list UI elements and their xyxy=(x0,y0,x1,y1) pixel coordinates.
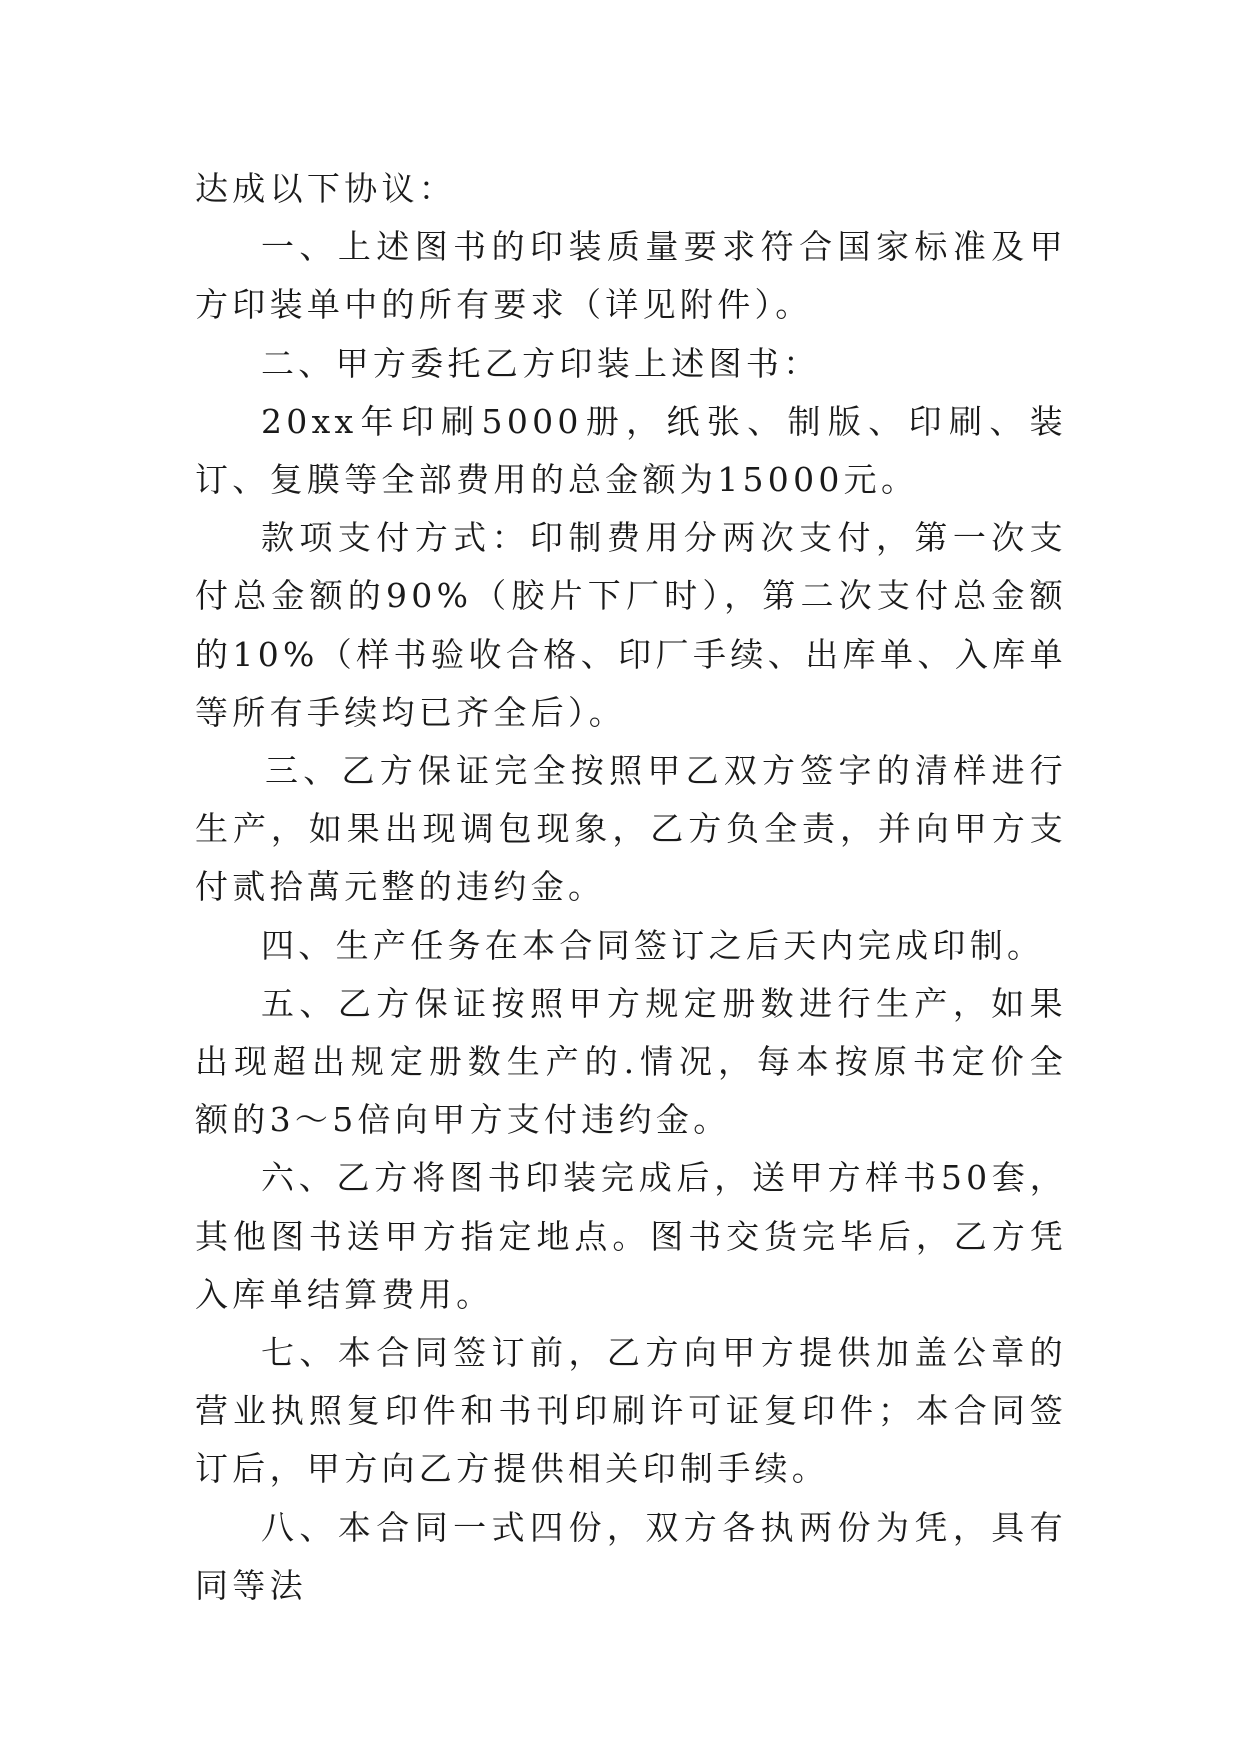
clause-2: 二、甲方委托乙方印装上述图书： xyxy=(261,343,821,383)
clause-6: 六、乙方将图书印装完成后，送甲方样书50套，其他图书送甲方指定地点。图书交货完毕后，乙方凭入库单结算费用。 xyxy=(195,1158,1067,1314)
clause-3: 三、乙方保证完全按照甲乙双方签字的清样进行生产，如果出现调包现象，乙方负全责，并向甲方支付贰拾萬元整的违约金。 xyxy=(195,751,1067,907)
paragraph-intro: 达成以下协议： xyxy=(195,169,457,208)
clause-5: 五、乙方保证按照甲方规定册数进行生产，如果出现超出规定册数生产的.情况，每本按原书定价全额的3～5倍向甲方支付违约金。 xyxy=(195,983,1067,1140)
clause-1: 一、上述图书的印装质量要求符合国家标准及甲方印装单中的所有要求（详见附件）。 xyxy=(195,227,1067,325)
clause-4: 四、生产任务在本合同签订之后天内完成印制。 xyxy=(261,925,1045,965)
clause-2-detail: 20xx年印刷5000册，纸张、制版、印刷、装订、复膜等全部费用的总金额为15000元。 xyxy=(195,401,1067,500)
clause-8: 八、本合同一式四份，双方各执两份为凭，具有同等法 xyxy=(195,1507,1067,1605)
contract-body xyxy=(195,160,1067,1615)
clause-7: 七、本合同签订前，乙方向甲方提供加盖公章的营业执照复印件和书刊印刷许可证复印件；本合同签订后，甲方向乙方提供相关印制手续。 xyxy=(195,1333,1067,1489)
payment-terms: 款项支付方式：印制费用分两次支付，第一次支付总金额的90%（胶片下厂时），第二次支付总金额的10%（样书验收合格、印厂手续、出库单、入库单等所有手续均已齐全后）。 xyxy=(195,518,1067,732)
